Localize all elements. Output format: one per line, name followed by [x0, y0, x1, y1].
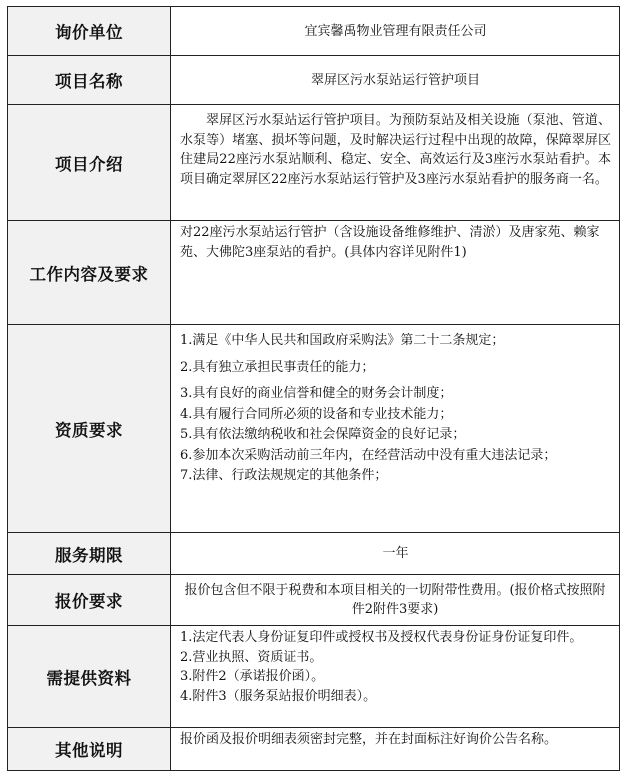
label-quote-requirement: 报价要求 — [8, 575, 171, 625]
label-other-notes: 其他说明 — [8, 728, 171, 770]
row-project-name — [8, 56, 619, 105]
label-qualification: 资质要求 — [8, 325, 171, 532]
row-required-materials — [8, 626, 619, 728]
value-other-notes: 报价函及报价明细表须密封完整，并在封面标注好询价公告名称。 — [180, 732, 558, 747]
qualification-item: 5.具有依法缴纳税收和社会保障资金的良好记录； — [180, 427, 466, 442]
inquiry-table — [7, 6, 620, 771]
row-work-content — [8, 221, 619, 325]
label-service-period: 服务期限 — [8, 533, 171, 574]
value-work-content: 对22座污水泵站运行管护（含设施设备维修维护、清淤）及唐家苑、赖家苑、大佛陀3座泵站的看护。(具体内容详见附件1) — [180, 225, 600, 260]
row-other-notes — [8, 728, 619, 770]
qualification-item: 3.具有良好的商业信誉和健全的财务会计制度； — [180, 386, 453, 401]
material-item: 4.附件3（服务泵站报价明细表）。 — [180, 688, 377, 704]
value-quote-requirement: 报价包含但不限于税费和本项目相关的一切附带性费用。(报价格式按照附件2附件3要求) — [184, 582, 606, 617]
label-work-content: 工作内容及要求 — [8, 221, 171, 324]
row-qualification — [8, 325, 619, 533]
qualification-list — [171, 325, 619, 532]
qualification-item: 7.法律、行政法规规定的其他条件； — [180, 468, 388, 483]
label-project-intro: 项目介绍 — [8, 105, 171, 220]
material-item: 1.法定代表人身份证复印件或授权书及授权代表身份证身份证复印件。 — [180, 630, 583, 645]
material-item: 2.营业执照、资质证书。 — [180, 649, 323, 665]
value-service-period: 一年 — [382, 546, 409, 562]
label-project-name: 项目名称 — [8, 56, 171, 104]
material-item: 3.附件2（承诺报价函）。 — [180, 669, 325, 684]
row-service-period — [8, 533, 619, 575]
qualification-item: 4.具有履行合同所必须的设备和专业技术能力； — [180, 406, 453, 422]
label-inquiry-unit: 询价单位 — [8, 7, 171, 55]
value-inquiry-unit: 宜宾馨禹物业管理有限责任公司 — [304, 23, 487, 39]
row-inquiry-unit — [8, 7, 619, 56]
qualification-item: 2.具有独立承担民事责任的能力； — [180, 359, 375, 375]
qualification-item: 6.参加本次采购活动前三年内，在经营活动中没有重大违法记录； — [180, 447, 557, 463]
row-quote-requirement — [8, 575, 619, 626]
value-project-intro: 翠屏区污水泵站运行管护项目。为预防泵站及相关设施（泵池、管道、水泵等）堵塞、损坏等问题，及时解决运行过程中出现的故障，保障翠屏区住建局22座污水泵站顺利、稳定、安全、高效运行及3座污水泵站看护。本项目确定翠屏区22座污水泵站运行管护及3座污水泵站看护的服务商一名。 — [180, 113, 611, 187]
materials-list — [171, 626, 619, 727]
label-required-materials: 需提供资料 — [8, 626, 171, 727]
qualification-item: 1.满足《中华人民共和国政府采购法》第二十二条规定； — [180, 333, 505, 348]
value-project-name: 翠屏区污水泵站运行管护项目 — [310, 72, 480, 88]
row-project-intro — [8, 105, 619, 221]
